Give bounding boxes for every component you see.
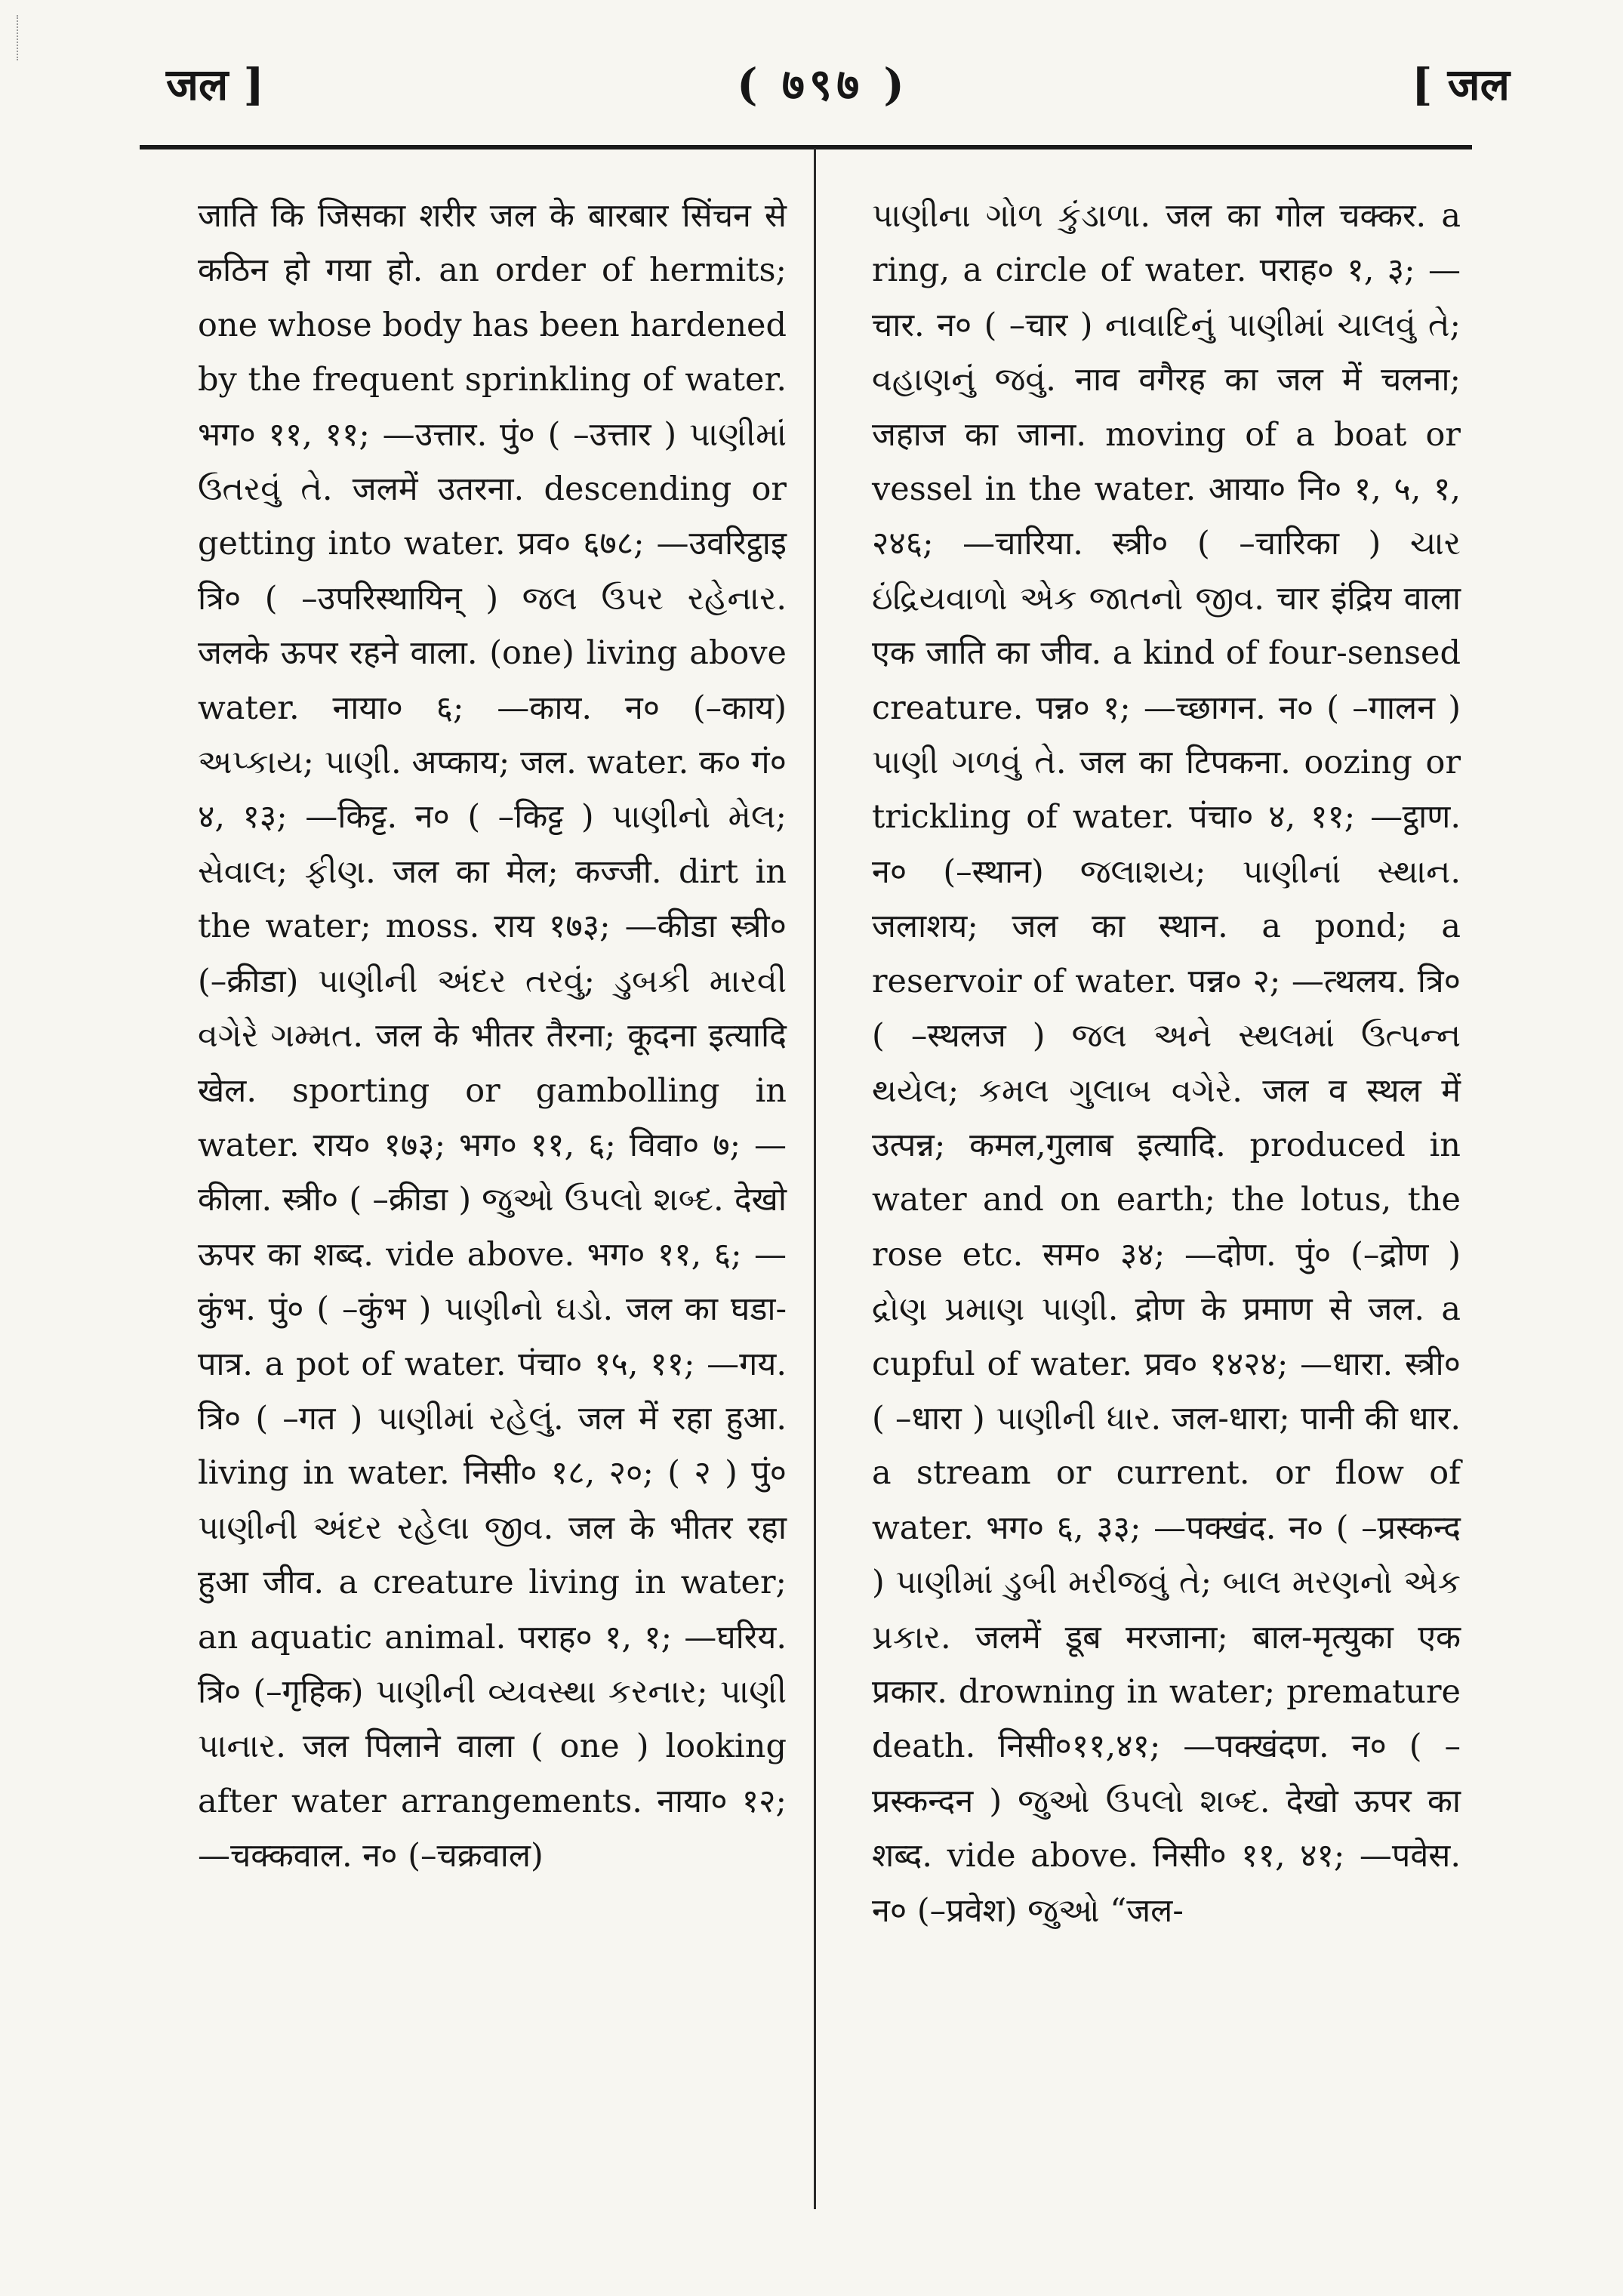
page-number: ( ७९७ ) <box>737 59 909 110</box>
header-rule <box>140 145 1472 149</box>
right-column-text: પાણીના ગોળ કુંડાળા. जल का गोल चक्कर. a ring, a circle of water. पराह० १, ३; —चार. न० ( –चार ) નાવાદિનું પાણીમાં ચાલવું તે; વહાણનું જવું. नाव वगैरह का जल में चलना; जहाज का जाना. moving of a boat or vessel in the water. आया० नि० १, ५, १, २४६; —चारिया. स्त्री० ( –चारिका ) ચાર ઇંદ્રિયવાળો એક જાતનો જીવ. चार इंद्रिय वाला एक जाति का जीव. a kind of four-sensed creature. पन्न० १; —च्छागन. न० ( –गालन ) પાણી ગળવું તે. जल का टिपकना. oozing or trickling of water. पंचा० ४, ११; —ट्ठाण. न० (–स्थान) જલાશય; પાણીનાં સ્થાન. जलाशय; जल का स्थान. a pond; a reservoir of water. पन्न० २; —त्थलय. त्रि० ( –स्थलज ) જલ અને સ્થલમાં ઉત્પન્ન થયેલ; કમલ ગુલાબ વગેરે. जल व स्थल में उत्पन्न; कमल,गुलाब इत्यादि. produced in water and on earth; the lotus, the rose etc. सम० ३४; —दोण. पुं० (–द्रोण ) દ્રોણ પ્રમાણ પાણી. द्रोण के प्रमाण से जल. a cupful of water. प्रव० १४२४; —धारा. स्त्री० ( –धारा ) પાણીની ધાર. जल-धारा; पानी की धार. a stream or current. or flow of water. भग० ६, ३३; —पक्खंद. न० ( –प्रस्कन्द ) પાણીમાં ડુબી મરીજવું તે; બાલ મરણનો એક પ્રકાર. जलमें डूब मरजाना; बाल-मृत्युका एक प्रकार. drowning in water; premature death. निसी०११,४१; —पक्खंदण. न० ( –प्रस्कन्दन ) જુઓ ઉપલો શબ્દ. देखो ऊपर का शब्द. vide above. निसी० ११, ४१; —पवेस. न० (–प्रवेश) જુઓ “जल- <box>872 197 1461 1930</box>
left-column-text: जाति कि जिसका शरीर जल के बारबार सिंचन से कठिन हो गया हो. an order of hermits; one whose body has been hardened by the frequent sprinkling of water. भग० ११, ११; —उत्तार. पुं० ( –उत्तार ) પાણીમાં ઉતરવું તે. जलमें उतरना. descending or getting into water. प्रव० ६७८; —उवरिट्ठाइ त्रि० ( –उपरिस्थायिन् ) જલ ઉપર રહેનાર. जलके ऊपर रहने वाला. (one) living above water. नाया० ६; —काय. न० (–काय) અપ્કાય; પાણી. अप्काय; जल. water. क० गं० ४, १३; —किट्ट. न० ( –किट्ट ) પાણીનો મેલ; સેવાલ; ફીણ. जल का मेल; कज्जी. dirt in the water; moss. राय १७३; —कीडा स्त्री० (–क्रीडा) પાણીની અંદર તરવું; ડુબકી મારવી વગેરે ગમ્મત. जल के भीतर तैरना; कूदना इत्यादि खेल. sporting or gambolling in water. राय० १७३; भग० ११, ६; विवा० ७; —कीला. स्त्री० ( –क्रीडा ) જુઓ ઉપલો શબ્દ. देखो ऊपर का शब्द. vide above. भग० ११, ६; —कुंभ. पुं० ( –कुंभ ) પાણીનો ઘડો. जल का घडा-पात्र. a pot of water. पंचा० १५, ११; —गय. त्रि० ( –गत ) પાણીમાં રહેલું. जल में रहा हुआ. living in water. निसी० १८, २०; ( २ ) पुं० પાણીની અંદર રહેલા જીવ. जल के भीतर रहा हुआ जीव. a creature living in water; an aquatic animal. पराह० १, १; —घरिय. त्रि० (–गृहिक) પાણીની વ્યવસ્થા કરનાર; પાણી પાનાર. जल पिलाने वाला ( one ) looking after water arrangements. नाया० १२; —चक्कवाल. न० (–चक्रवाल) <box>198 197 787 1875</box>
header-right-guide-word: [ जल <box>1412 59 1510 110</box>
left-column <box>198 189 787 1884</box>
column-divider <box>814 148 816 2209</box>
right-column <box>872 189 1461 1938</box>
page-header <box>136 53 1510 136</box>
header-left-guide-word: जल ] <box>166 59 264 110</box>
margin-dots <box>17 15 24 60</box>
